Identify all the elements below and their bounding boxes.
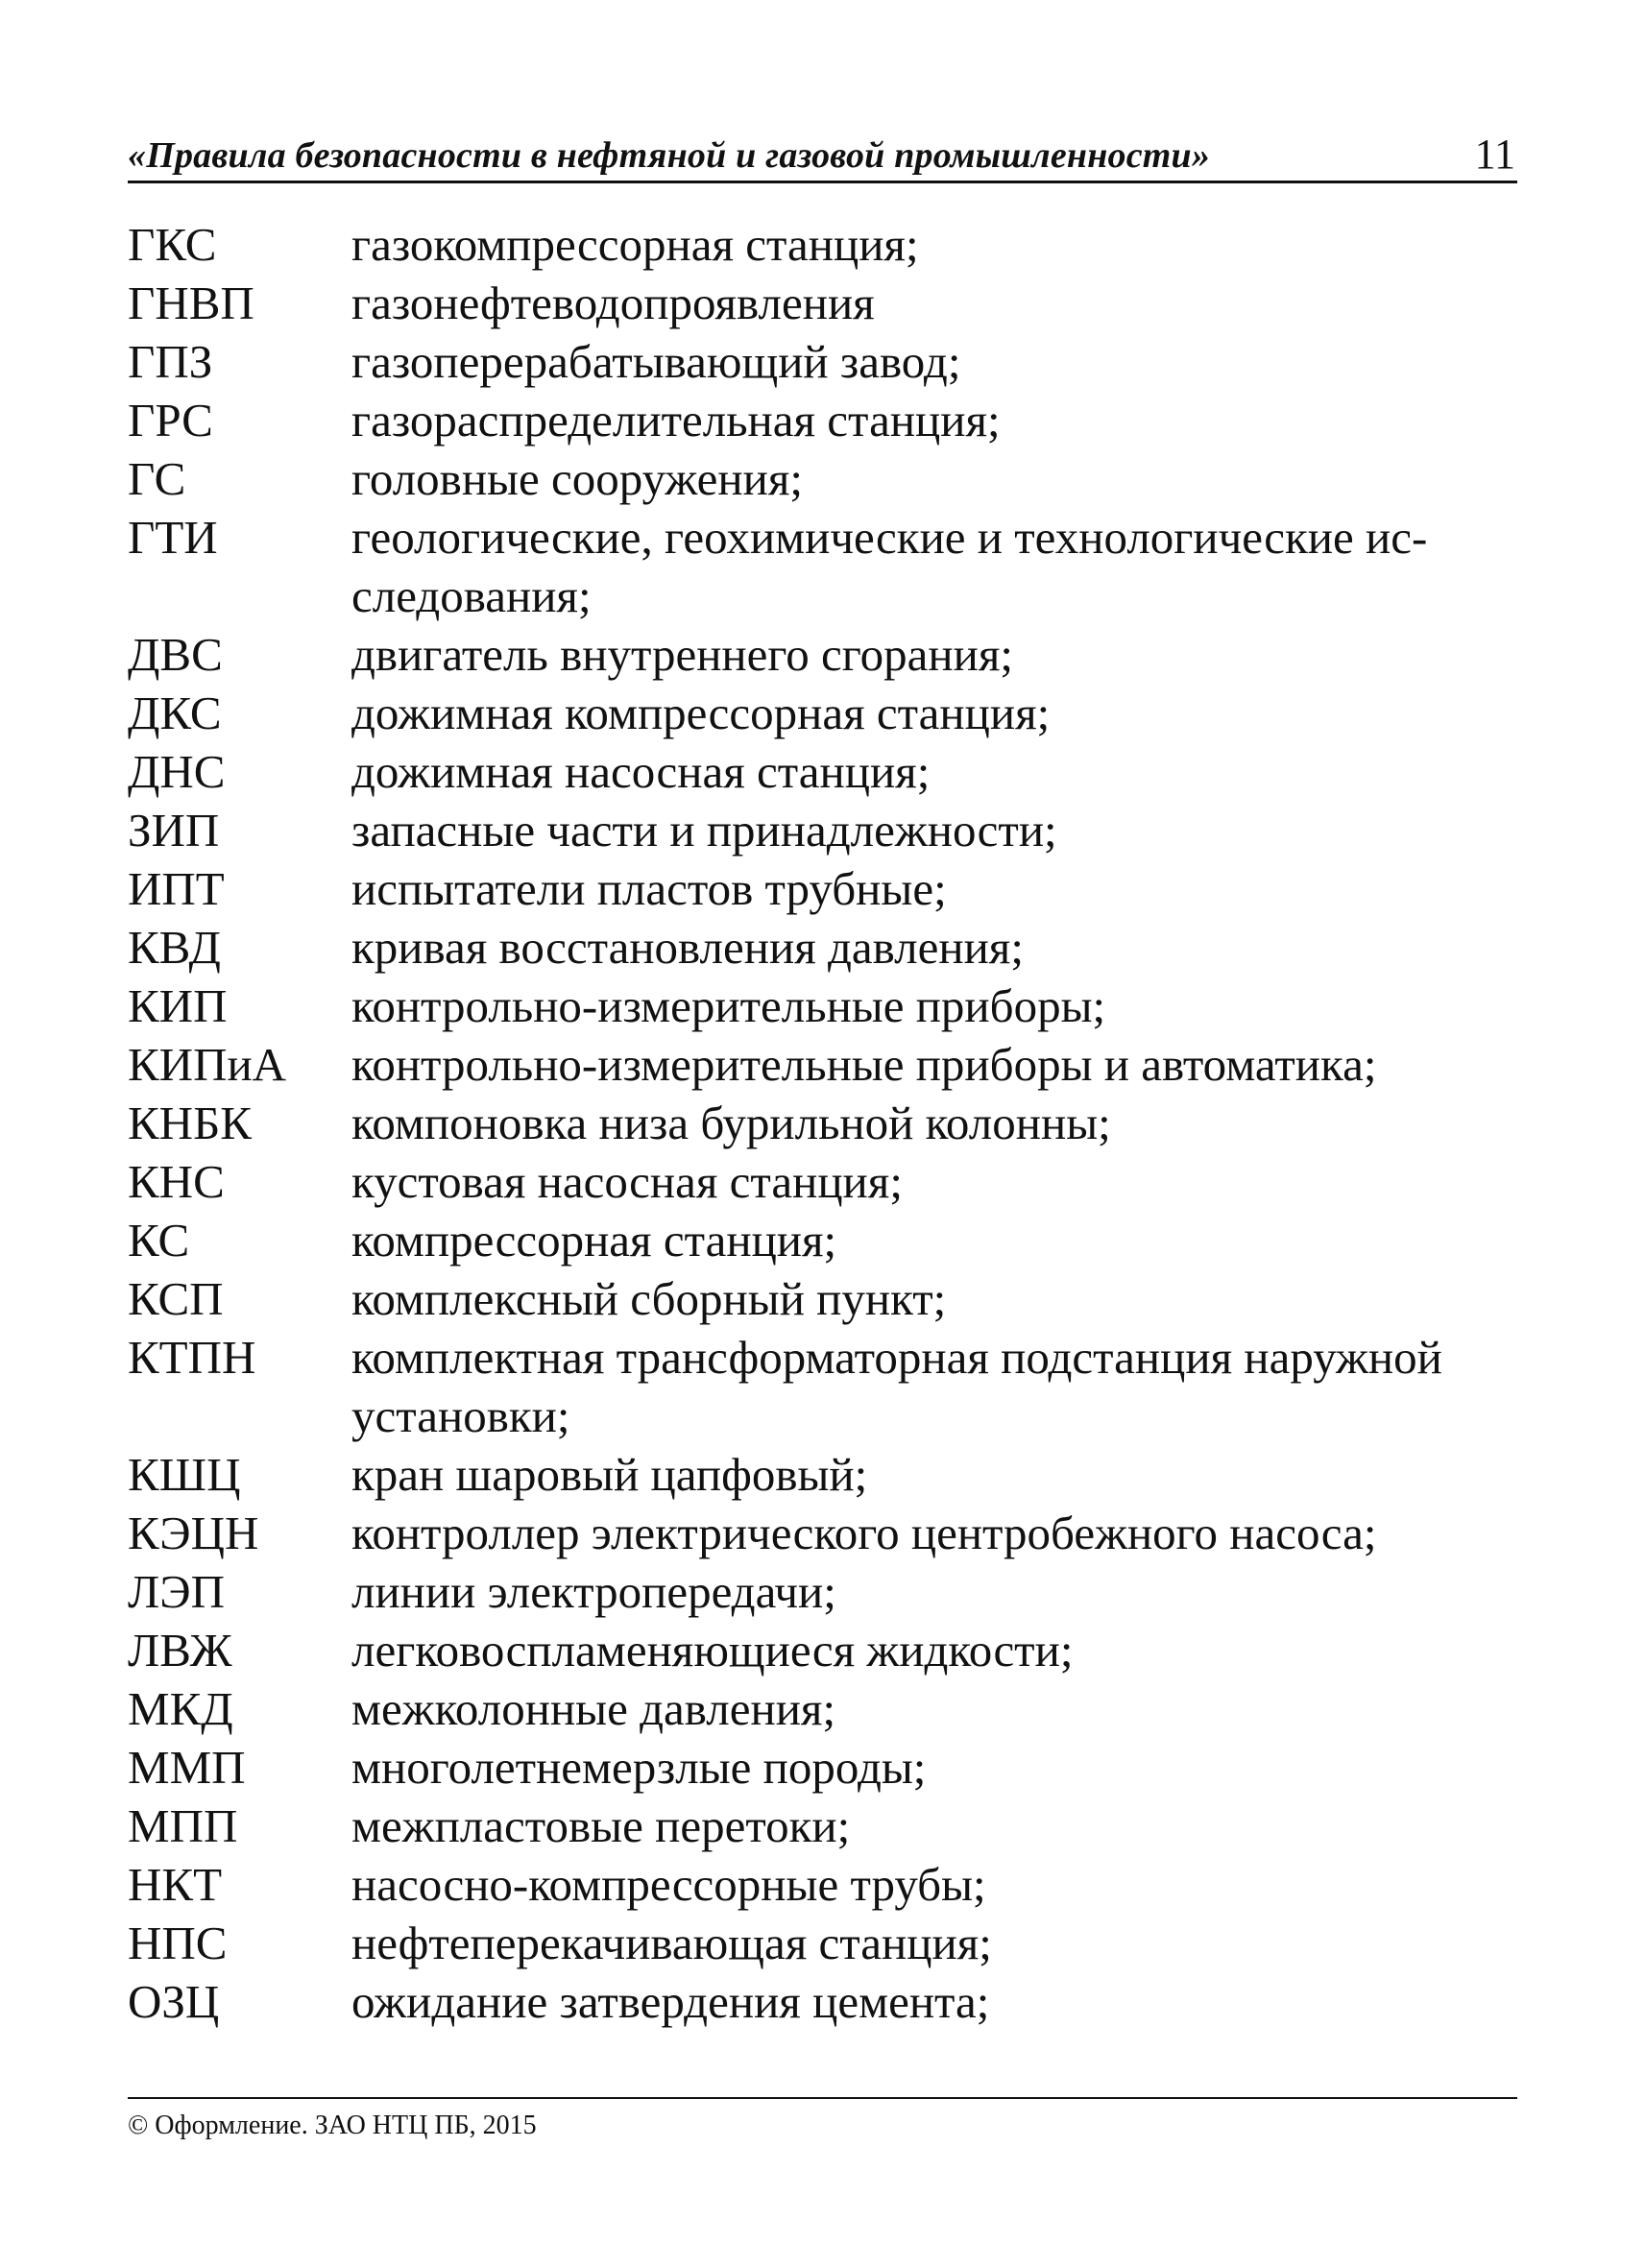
abbreviation-term: НПС <box>128 1917 228 1969</box>
abbreviation-entry <box>128 1445 1520 1504</box>
abbreviation-entry <box>128 801 1520 859</box>
abbreviation-entry <box>128 1797 1520 1855</box>
abbreviation-term: МКД <box>128 1682 233 1735</box>
abbreviation-definition <box>351 1445 1520 1504</box>
abbreviation-term: ЛЭП <box>128 1565 225 1618</box>
definition-line: многолетнемерзлые породы; <box>351 1741 927 1794</box>
abbreviation-entry <box>128 742 1520 801</box>
footer-copyright: © Оформление. ЗАО НТЦ ПБ, 2015 <box>128 2111 537 2140</box>
abbreviation-term: МПП <box>128 1799 238 1852</box>
abbreviation-term: КИП <box>128 979 228 1032</box>
abbreviation-definition <box>351 1211 1520 1269</box>
abbreviation-entry <box>128 1679 1520 1738</box>
abbreviation-term: НКТ <box>128 1858 222 1911</box>
page-header <box>128 123 1517 183</box>
abbreviation-term: КШЦ <box>128 1448 241 1501</box>
abbreviation-term: ГРС <box>128 394 213 446</box>
definition-line: контрольно-измерительные приборы; <box>351 979 1106 1032</box>
footer-divider <box>128 2097 1517 2099</box>
abbreviation-term: ДКС <box>128 687 222 739</box>
abbreviation-entry <box>128 1035 1520 1094</box>
abbreviation-term: КВД <box>128 921 221 974</box>
abbreviation-entry <box>128 1855 1520 1914</box>
abbreviation-entry <box>128 215 1520 274</box>
definition-line: легковоспламеняющиеся жидкости; <box>351 1624 1074 1677</box>
abbreviation-term: ГКС <box>128 218 217 271</box>
abbreviation-definition <box>351 1914 1520 1972</box>
definition-line: ожидание затвердения цемента; <box>351 1975 990 2028</box>
abbreviation-term: ММП <box>128 1741 246 1794</box>
abbreviation-term: КС <box>128 1214 190 1267</box>
abbreviation-term: КНС <box>128 1155 225 1208</box>
abbreviation-definition <box>351 1738 1520 1797</box>
abbreviation-term: ГС <box>128 452 186 505</box>
abbreviation-definition <box>351 801 1520 859</box>
definition-line: дожимная компрессорная станция; <box>351 687 1051 739</box>
abbreviation-entry <box>128 918 1520 977</box>
abbreviation-definition <box>351 625 1520 684</box>
definition-line: газонефтеводопроявления <box>351 277 875 329</box>
definition-line: газоперерабатывающий завод; <box>351 335 961 388</box>
definition-line: двигатель внутреннего сгорания; <box>351 628 1013 681</box>
abbreviation-entry <box>128 332 1520 391</box>
abbreviation-entry <box>128 625 1520 684</box>
definition-line: испытатели пластов трубные; <box>351 862 947 915</box>
definition-line: межколонные давления; <box>351 1682 836 1735</box>
definition-line: межпластовые перетоки; <box>351 1799 851 1852</box>
abbreviation-term: КЭЦН <box>128 1507 259 1559</box>
definition-line: запасные части и принадлежности; <box>351 804 1057 857</box>
definition-line: комплектная трансформаторная подстанция наружной <box>351 1331 1442 1384</box>
definition-line: компоновка низа бурильной колонны; <box>351 1097 1111 1149</box>
page-number: 11 <box>1474 131 1515 178</box>
abbreviation-term: ГТИ <box>128 511 218 564</box>
abbreviation-definition <box>351 1621 1520 1679</box>
abbreviation-entry <box>128 1621 1520 1679</box>
abbreviation-entry <box>128 1504 1520 1562</box>
definition-line: дожимная насосная станция; <box>351 745 931 798</box>
abbreviation-definition <box>351 1035 1520 1094</box>
abbreviation-definition <box>351 684 1520 742</box>
abbreviation-definition <box>351 274 1520 332</box>
abbreviation-term: КСП <box>128 1272 224 1325</box>
abbreviation-entry <box>128 1738 1520 1797</box>
abbreviation-term: КТПН <box>128 1331 256 1384</box>
abbreviation-entry <box>128 449 1520 508</box>
definition-line: нефтеперекачивающая станция; <box>351 1917 992 1969</box>
definition-line: линии электропередачи; <box>351 1565 836 1618</box>
definition-line: установки; <box>351 1389 570 1442</box>
abbreviation-entry <box>128 1152 1520 1211</box>
definition-line: следования; <box>351 569 592 622</box>
abbreviation-entry <box>128 859 1520 918</box>
abbreviation-term: КИПиА <box>128 1038 287 1091</box>
abbreviation-list <box>128 215 1520 2031</box>
definition-line: кран шаровый цапфовый; <box>351 1448 868 1501</box>
definition-line: контрольно-измерительные приборы и автоматика; <box>351 1038 1377 1091</box>
abbreviation-term: ЗИП <box>128 804 220 857</box>
abbreviation-definition <box>351 1504 1520 1562</box>
abbreviation-term: ГПЗ <box>128 335 213 388</box>
abbreviation-definition <box>351 742 1520 801</box>
abbreviation-term: ЛВЖ <box>128 1624 232 1677</box>
abbreviation-entry <box>128 508 1520 625</box>
definition-line: насосно-компрессорные трубы; <box>351 1858 986 1911</box>
abbreviation-definition <box>351 1797 1520 1855</box>
abbreviation-entry <box>128 1269 1520 1328</box>
definition-line: газокомпрессорная станция; <box>351 218 919 271</box>
abbreviation-entry <box>128 1328 1520 1445</box>
abbreviation-definition <box>351 215 1520 274</box>
abbreviation-definition <box>351 1269 1520 1328</box>
abbreviation-entry <box>128 391 1520 449</box>
abbreviation-entry <box>128 1914 1520 1972</box>
abbreviation-term: ДВС <box>128 628 223 681</box>
abbreviation-definition <box>351 977 1520 1035</box>
abbreviation-term: ИПТ <box>128 862 225 915</box>
abbreviation-term: ГНВП <box>128 277 254 329</box>
abbreviation-definition <box>351 1094 1520 1152</box>
definition-line: комплексный сборный пункт; <box>351 1272 947 1325</box>
definition-line: газораспределительная станция; <box>351 394 1001 446</box>
definition-line: компрессорная станция; <box>351 1214 837 1267</box>
abbreviation-entry <box>128 1972 1520 2031</box>
abbreviation-definition <box>351 1562 1520 1621</box>
abbreviation-term: КНБК <box>128 1097 252 1149</box>
abbreviation-definition <box>351 1855 1520 1914</box>
abbreviation-definition <box>351 1679 1520 1738</box>
abbreviation-entry <box>128 274 1520 332</box>
abbreviation-entry <box>128 684 1520 742</box>
definition-line: кустовая насосная станция; <box>351 1155 903 1208</box>
definition-line: головные сооружения; <box>351 452 803 505</box>
abbreviation-entry <box>128 1562 1520 1621</box>
abbreviation-definition <box>351 449 1520 508</box>
abbreviation-definition <box>351 332 1520 391</box>
definition-line: контроллер электрического центробежного насоса; <box>351 1507 1377 1559</box>
definition-line: кривая восстановления давления; <box>351 921 1024 974</box>
abbreviation-term: ОЗЦ <box>128 1975 220 2028</box>
abbreviation-definition <box>351 508 1520 625</box>
abbreviation-definition <box>351 391 1520 449</box>
definition-line: геологические, геохимические и технологические ис- <box>351 511 1428 564</box>
abbreviation-definition <box>351 859 1520 918</box>
abbreviation-entry <box>128 1094 1520 1152</box>
abbreviation-definition <box>351 1972 1520 2031</box>
abbreviation-entry <box>128 977 1520 1035</box>
abbreviation-definition <box>351 1328 1520 1445</box>
abbreviation-definition <box>351 1152 1520 1211</box>
abbreviation-term: ДНС <box>128 745 226 798</box>
abbreviation-entry <box>128 1211 1520 1269</box>
abbreviation-definition <box>351 918 1520 977</box>
document-title: «Правила безопасности в нефтяной и газовой промышленности» <box>128 135 1211 176</box>
